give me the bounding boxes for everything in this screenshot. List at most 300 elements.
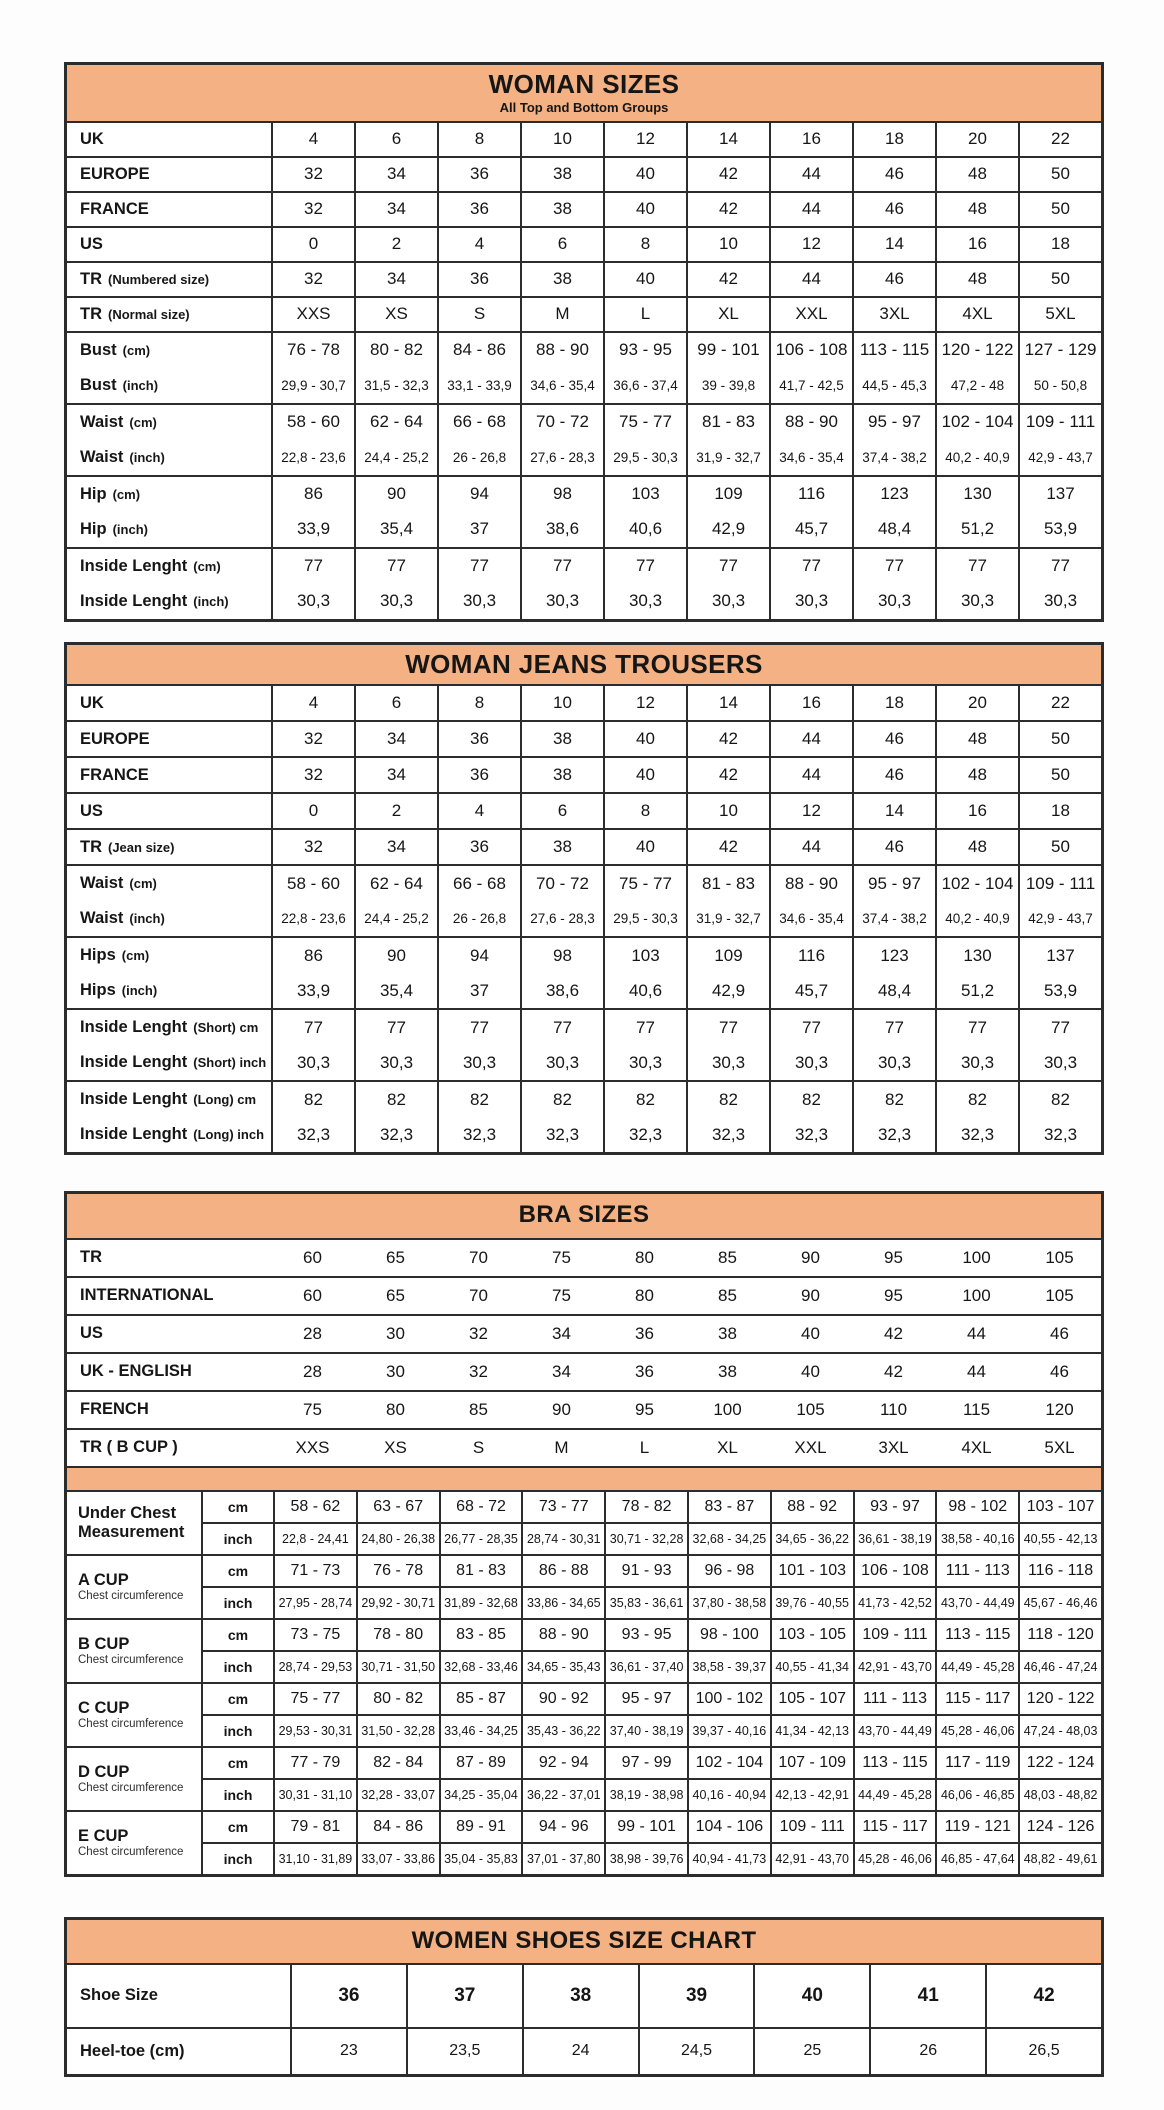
size-value: 113 - 115 (852, 333, 935, 368)
unit-label: cm (201, 1812, 273, 1842)
size-value: 44 (769, 158, 852, 191)
unit-label: inch (201, 1716, 273, 1746)
row-label-text: Bust (80, 375, 117, 394)
size-value: 6 (520, 228, 603, 261)
size-value: 63 - 67 (356, 1492, 439, 1522)
row-label-text: Hip (80, 519, 107, 538)
size-value: 36 (437, 158, 520, 191)
size-value: 99 - 101 (686, 333, 769, 368)
size-value: 36,61 - 38,19 (853, 1524, 936, 1554)
cup-row (201, 1684, 1101, 1714)
size-value: 70 - 72 (520, 405, 603, 440)
size-value: 77 (852, 549, 935, 584)
size-value: 98 (520, 477, 603, 512)
size-value: 5XL (1044, 1437, 1075, 1457)
size-value: 40,55 - 42,13 (1018, 1524, 1101, 1554)
row-label (67, 549, 271, 584)
row-label (67, 1278, 271, 1314)
cup-row (201, 1748, 1101, 1778)
size-value: 33,86 - 34,65 (521, 1588, 604, 1618)
size-value: 16 (935, 794, 1018, 828)
size-value: 30,3 (935, 584, 1018, 619)
size-value: 32 (271, 758, 354, 792)
row-label-text: UK (80, 129, 104, 148)
table-row (67, 1390, 1101, 1428)
size-value: 30,3 (1018, 1045, 1101, 1080)
table-row (67, 686, 1101, 720)
size-value: 38,6 (520, 512, 603, 547)
cup-group (67, 1554, 1101, 1618)
size-value: 43,70 - 44,49 (853, 1716, 936, 1746)
size-value: XXL (794, 1437, 827, 1457)
size-value: 77 (769, 549, 852, 584)
size-value: 94 (437, 938, 520, 973)
size-value: 35,4 (354, 973, 437, 1008)
row-label-text: TR (80, 837, 102, 856)
size-value: 30,3 (354, 584, 437, 619)
size-value: 99 - 101 (604, 1812, 687, 1842)
cup-label-title: E CUP (78, 1826, 129, 1845)
row-label (67, 794, 271, 828)
size-value: 38,98 - 39,76 (604, 1844, 687, 1874)
row-label (67, 1117, 271, 1152)
size-value: 27,6 - 28,3 (520, 440, 603, 475)
row-label-note: (inch) (193, 593, 229, 609)
size-value: 26,77 - 28,35 (439, 1524, 522, 1554)
row-label (67, 901, 271, 936)
row-label-text: FRENCH (80, 1400, 149, 1419)
table-row (67, 1045, 1101, 1080)
size-value: 30,3 (354, 1045, 437, 1080)
size-value: 60 (303, 1285, 322, 1305)
size-value: XXS (295, 1437, 330, 1457)
size-value: 38 (520, 758, 603, 792)
size-value: 82 (686, 1082, 769, 1117)
women-shoes-table (64, 1917, 1104, 2077)
size-value: 130 (935, 477, 1018, 512)
size-value: 106 - 108 (853, 1556, 936, 1586)
cup-label (67, 1812, 201, 1874)
row-label-note: (Long) inch (193, 1127, 265, 1143)
row-label (67, 938, 271, 973)
size-value: 30,3 (852, 1045, 935, 1080)
size-value: 30,3 (437, 584, 520, 619)
size-value: 33,1 - 33,9 (437, 368, 520, 403)
cup-group (67, 1746, 1101, 1810)
cup-row (201, 1650, 1101, 1682)
size-value: 48 (935, 263, 1018, 296)
size-value: 86 - 88 (521, 1556, 604, 1586)
size-value: 115 (962, 1399, 991, 1419)
size-value: 50 (1018, 758, 1101, 792)
size-value: M (554, 1437, 569, 1457)
size-value: 32,3 (1018, 1117, 1101, 1152)
row-label (67, 228, 271, 261)
size-value: 38 (520, 263, 603, 296)
row-label-note: (cm) (129, 876, 157, 892)
size-value: 37,4 - 38,2 (852, 440, 935, 475)
size-value: 34,25 - 35,04 (439, 1780, 522, 1810)
size-value: 44,5 - 45,3 (852, 368, 935, 403)
bra-sizes-header (67, 1194, 1101, 1239)
size-value: 66 - 68 (437, 866, 520, 901)
row-label (67, 1392, 271, 1428)
cup-group (67, 1810, 1101, 1874)
size-value: 45,28 - 46,06 (935, 1716, 1018, 1746)
size-value: 44 (769, 722, 852, 756)
row-label (67, 1965, 290, 2027)
size-value: 6 (354, 123, 437, 156)
size-value: 34,6 - 35,4 (520, 368, 603, 403)
size-value: 80 (386, 1399, 405, 1419)
size-value: 42 (686, 722, 769, 756)
size-value: 31,50 - 32,28 (356, 1716, 439, 1746)
size-value: 116 - 118 (1018, 1556, 1101, 1586)
table-row (67, 720, 1101, 756)
cup-group (67, 1490, 1101, 1554)
size-value: 109 - 111 (853, 1620, 936, 1650)
row-label-text: Waist (80, 874, 124, 893)
table-row (67, 973, 1101, 1008)
size-value: 30,3 (437, 1045, 520, 1080)
size-value: 113 - 115 (935, 1620, 1018, 1650)
size-value: 40 (801, 1323, 820, 1343)
row-label-note: (Numbered size) (108, 271, 210, 287)
woman-jeans-table (64, 642, 1104, 1156)
row-label-note: (cm) (121, 948, 150, 964)
size-value: 88 - 90 (521, 1620, 604, 1650)
cup-label-subtitle: Chest circumference (78, 1654, 184, 1667)
row-label-text: Inside Lenght (80, 1090, 188, 1109)
size-value: 42 (884, 1323, 903, 1343)
cup-row (201, 1522, 1101, 1554)
size-value: 26,5 (985, 2029, 1101, 2074)
size-value: 10 (520, 123, 603, 156)
size-value: 76 - 78 (271, 333, 354, 368)
size-value: 31,5 - 32,3 (354, 368, 437, 403)
size-value: 50 (1018, 830, 1101, 864)
size-value: 44 (769, 193, 852, 226)
size-value: 77 (520, 549, 603, 584)
size-value: 26 - 26,8 (437, 440, 520, 475)
row-label-text: Inside Lenght (80, 1125, 188, 1144)
size-value: 36 (437, 722, 520, 756)
size-value: L (603, 298, 686, 331)
cup-label-subtitle: Chest circumference (78, 1718, 184, 1731)
size-value: 31,9 - 32,7 (686, 901, 769, 936)
size-value: XXS (271, 298, 354, 331)
size-value: 37,40 - 38,19 (604, 1716, 687, 1746)
size-value: 105 (1045, 1285, 1074, 1305)
size-value: 32,28 - 33,07 (356, 1780, 439, 1810)
size-value: 40 (753, 1965, 869, 2027)
size-value: 95 - 97 (604, 1684, 687, 1714)
size-value: 32,3 (271, 1117, 354, 1152)
size-value: 30,71 - 32,28 (604, 1524, 687, 1554)
size-value: 40,2 - 40,9 (935, 440, 1018, 475)
size-value: 39 - 39,8 (686, 368, 769, 403)
size-value: 30,71 - 31,50 (356, 1652, 439, 1682)
size-value: 118 - 120 (1018, 1620, 1101, 1650)
row-label-note: (cm) (129, 414, 157, 430)
size-value: 38 (718, 1361, 737, 1381)
bra-cups-body (67, 1490, 1101, 1874)
size-value: 77 (271, 549, 354, 584)
size-value: 77 (935, 549, 1018, 584)
size-value: L (639, 1437, 650, 1457)
size-value: 78 - 82 (604, 1492, 687, 1522)
table-title: WOMAN JEANS TROUSERS (405, 648, 763, 679)
size-value: 48 (935, 830, 1018, 864)
size-value: 30,3 (271, 584, 354, 619)
size-value: 70 - 72 (520, 866, 603, 901)
size-value: 88 - 90 (520, 333, 603, 368)
table-row (67, 1117, 1101, 1152)
row-label (67, 1430, 271, 1466)
size-value: 20 (935, 123, 1018, 156)
size-value: 75 - 77 (603, 866, 686, 901)
unit-label: inch (201, 1844, 273, 1874)
size-value: 46 (1050, 1361, 1069, 1381)
row-label-note: (Short) cm (193, 1020, 259, 1036)
row-label-text: EUROPE (80, 729, 150, 748)
size-value: 37 (437, 512, 520, 547)
table-row (67, 1428, 1101, 1466)
row-label-text: Inside Lenght (80, 1018, 188, 1037)
size-value: 23 (290, 2029, 406, 2074)
size-value: 34 (552, 1361, 571, 1381)
size-value: 82 (935, 1082, 1018, 1117)
size-value: 85 (718, 1247, 737, 1267)
table-row (67, 1965, 1101, 2027)
size-value: 76 - 78 (356, 1556, 439, 1586)
table-row (67, 1314, 1101, 1352)
size-value: 80 (635, 1247, 654, 1267)
size-value: 37,01 - 37,80 (521, 1844, 604, 1874)
size-value: 32,68 - 34,25 (687, 1524, 770, 1554)
size-value: 18 (852, 123, 935, 156)
size-value: 10 (686, 794, 769, 828)
row-label-text: Inside Lenght (80, 591, 188, 610)
table-row (67, 2027, 1101, 2074)
size-value: 88 - 90 (769, 405, 852, 440)
size-value: 38 (520, 193, 603, 226)
size-value: 51,2 (935, 512, 1018, 547)
size-value: 90 (354, 477, 437, 512)
cup-label-title: D CUP (78, 1762, 130, 1781)
size-value: 35,83 - 36,61 (604, 1588, 687, 1618)
row-label-text: TR (80, 1248, 102, 1267)
size-value: 86 (271, 477, 354, 512)
unit-label: cm (201, 1556, 273, 1586)
size-value: 39,37 - 40,16 (687, 1716, 770, 1746)
size-value: 34 (354, 158, 437, 191)
size-value: 70 (469, 1285, 488, 1305)
size-value: 103 - 107 (1018, 1492, 1101, 1522)
table-row (67, 864, 1101, 901)
unit-label: cm (201, 1748, 273, 1778)
size-value: 34,6 - 35,4 (769, 901, 852, 936)
size-value: 10 (520, 686, 603, 720)
size-value: 34 (354, 722, 437, 756)
size-value: 95 (884, 1285, 903, 1305)
size-value: 4XL (935, 298, 1018, 331)
size-value: 77 (686, 1010, 769, 1045)
size-value: 29,92 - 30,71 (356, 1588, 439, 1618)
row-label-note: (inch) (129, 911, 165, 927)
size-value: 85 (718, 1285, 737, 1305)
size-value: 22 (1018, 686, 1101, 720)
size-value: 14 (686, 686, 769, 720)
size-value: 81 - 83 (439, 1556, 522, 1586)
size-value: 36,61 - 37,40 (604, 1652, 687, 1682)
row-label-note: (cm) (122, 342, 151, 358)
size-value: 82 (852, 1082, 935, 1117)
women-shoes-body (67, 1965, 1101, 2074)
size-value: 45,7 (769, 973, 852, 1008)
size-value: 37 (437, 973, 520, 1008)
size-value: 2 (354, 794, 437, 828)
row-label (67, 1240, 271, 1276)
size-value: 40 (603, 758, 686, 792)
size-value: 3XL (852, 298, 935, 331)
size-value: 70 (469, 1247, 488, 1267)
size-value: 45,67 - 46,46 (1018, 1588, 1101, 1618)
size-value: 24,5 (638, 2029, 754, 2074)
size-value: 90 (801, 1247, 820, 1267)
size-value: 42,91 - 43,70 (853, 1652, 936, 1682)
size-value: 100 (962, 1285, 991, 1305)
row-label-text: TR ( B CUP ) (80, 1438, 178, 1457)
size-value: 77 - 79 (273, 1748, 356, 1778)
size-value: 48,03 - 48,82 (1018, 1780, 1101, 1810)
size-value: 98 (520, 938, 603, 973)
size-value: 119 - 121 (935, 1812, 1018, 1842)
row-label-note: (Short) inch (193, 1055, 267, 1071)
size-value: 44 (769, 830, 852, 864)
size-value: 75 - 77 (603, 405, 686, 440)
size-value: 97 - 99 (604, 1748, 687, 1778)
cup-row (201, 1620, 1101, 1650)
row-label (67, 368, 271, 403)
size-value: 111 - 113 (853, 1684, 936, 1714)
size-value: 3XL (878, 1437, 909, 1457)
size-value: 41,34 - 42,13 (770, 1716, 853, 1746)
size-value: 107 - 109 (770, 1748, 853, 1778)
row-label-text: EUROPE (80, 164, 150, 183)
size-value: 40 (603, 830, 686, 864)
size-value: 34 (354, 193, 437, 226)
size-value: 92 - 94 (521, 1748, 604, 1778)
size-value: 42 (686, 193, 769, 226)
size-value: 90 (801, 1285, 820, 1305)
size-value: 39 (638, 1965, 754, 2027)
size-value: 29,5 - 30,3 (603, 440, 686, 475)
size-value: 28,74 - 29,53 (273, 1652, 356, 1682)
size-value: 38,19 - 38,98 (604, 1780, 687, 1810)
size-value: 12 (603, 123, 686, 156)
size-value: 34 (354, 263, 437, 296)
size-value: 25 (753, 2029, 869, 2074)
size-value: 51,2 (935, 973, 1018, 1008)
size-value: 85 - 87 (439, 1684, 522, 1714)
size-value: 60 (303, 1247, 322, 1267)
size-value: 84 - 86 (356, 1812, 439, 1842)
row-label (67, 584, 271, 619)
cup-row (201, 1586, 1101, 1618)
size-value: 96 - 98 (687, 1556, 770, 1586)
size-value: 42,9 - 43,7 (1018, 440, 1101, 475)
size-value: 24,4 - 25,2 (354, 440, 437, 475)
size-value: 46,85 - 47,64 (935, 1844, 1018, 1874)
size-value: 28 (303, 1323, 322, 1343)
size-value: 38 (520, 158, 603, 191)
size-value: 34,65 - 36,22 (770, 1524, 853, 1554)
row-label (67, 405, 271, 440)
size-value: M (520, 298, 603, 331)
size-value: 12 (769, 794, 852, 828)
size-value: 101 - 103 (770, 1556, 853, 1586)
size-value: 105 (1045, 1247, 1074, 1267)
size-value: 109 (686, 477, 769, 512)
row-label-text: Hips (80, 946, 116, 965)
size-value: 93 - 95 (604, 1620, 687, 1650)
size-value: 102 - 104 (687, 1748, 770, 1778)
size-value: 43,70 - 44,49 (935, 1588, 1018, 1618)
cup-label (67, 1620, 201, 1682)
size-value: 30,3 (520, 1045, 603, 1080)
size-value: 109 - 111 (1018, 405, 1101, 440)
size-value: 83 - 87 (687, 1492, 770, 1522)
size-value: 44,49 - 45,28 (853, 1780, 936, 1810)
row-label-note: (inch) (129, 449, 165, 465)
size-value: 8 (437, 686, 520, 720)
size-value: 137 (1018, 477, 1101, 512)
size-value: 109 - 111 (770, 1812, 853, 1842)
size-value: 77 (1018, 549, 1101, 584)
size-value: 94 (437, 477, 520, 512)
size-value: 109 - 111 (1018, 866, 1101, 901)
size-value: 110 (879, 1399, 908, 1419)
size-value: 46 (852, 830, 935, 864)
size-value: 16 (769, 123, 852, 156)
size-value: 81 - 83 (686, 866, 769, 901)
size-value: 41,7 - 42,5 (769, 368, 852, 403)
size-value: 30 (386, 1323, 405, 1343)
size-value: 31,9 - 32,7 (686, 440, 769, 475)
unit-label: cm (201, 1620, 273, 1650)
size-value: 16 (769, 686, 852, 720)
size-value: XS (354, 298, 437, 331)
size-value: 2 (354, 228, 437, 261)
row-label-note: (cm) (112, 486, 141, 502)
cup-row (201, 1492, 1101, 1522)
cup-label-title: A CUP (78, 1570, 129, 1589)
size-value: 102 - 104 (935, 405, 1018, 440)
size-value: 31,10 - 31,89 (273, 1844, 356, 1874)
size-value: 30,3 (520, 584, 603, 619)
size-value: 32 (469, 1361, 488, 1381)
size-value: 46,06 - 46,85 (935, 1780, 1018, 1810)
table-row (67, 440, 1101, 475)
cup-rows (201, 1812, 1101, 1874)
size-value: 93 - 95 (603, 333, 686, 368)
size-value: 115 - 117 (935, 1684, 1018, 1714)
size-value: 8 (437, 123, 520, 156)
size-value: 42 (884, 1361, 903, 1381)
row-label-text: Waist (80, 412, 124, 431)
woman-sizes-table (64, 62, 1104, 622)
